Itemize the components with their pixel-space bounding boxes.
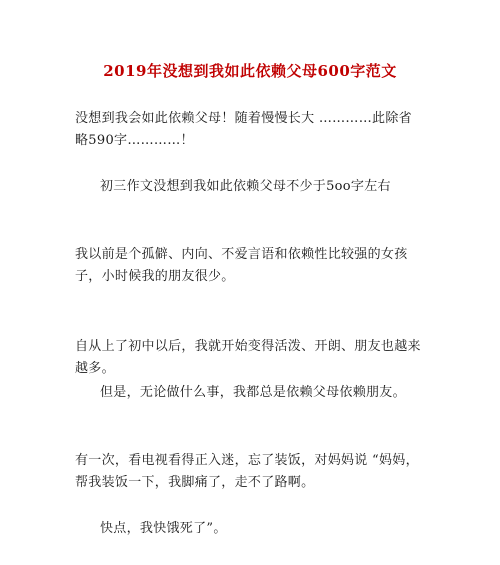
document-title: 2019年没想到我如此依赖父母600字范文 xyxy=(103,62,397,80)
paragraph-1: 我以前是个孤僻、内向、不爱言语和依赖性比较强的女孩子，小时候我的朋友很少。 xyxy=(75,247,408,284)
paragraph-4: 有一次，看电视看得正入迷，忘了装饭，对妈妈说 “妈妈，帮我装饭一下，我脚痛了，走不了路啊。 xyxy=(75,453,419,490)
paragraph-intro: 没想到我会如此依赖父母！随着慢慢长大 …………此除省略590字…………！ xyxy=(75,111,412,148)
paragraph-3: 但是，无论做什么事，我都总是依赖父母依赖朋友。 xyxy=(100,385,406,400)
paragraph-2: 自从上了初中以后，我就开始变得活泼、开朗、朋友也越来越多。 xyxy=(75,339,421,376)
paragraph-subtitle: 初三作文没想到我如此依赖父母不少于5oo字左右 xyxy=(100,179,391,194)
paragraph-5: 快点，我快饿死了”。 xyxy=(100,521,227,536)
